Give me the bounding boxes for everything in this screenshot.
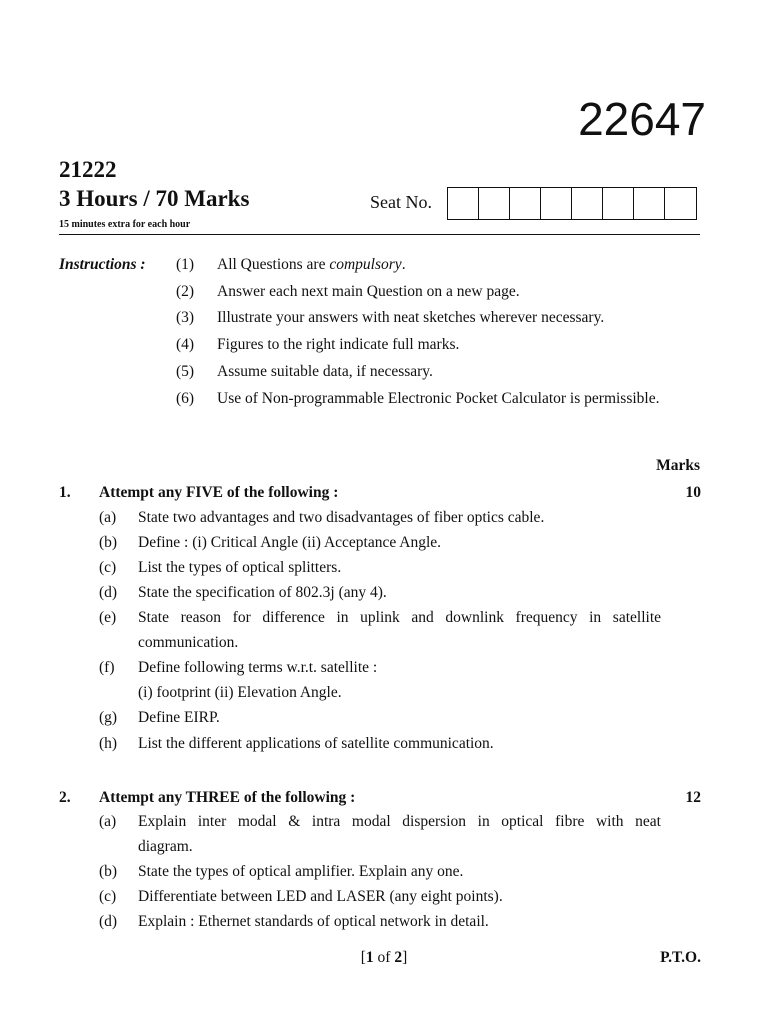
instruction-number: (3) (176, 309, 195, 326)
question-number: 2. (59, 789, 71, 806)
seat-number-digit-box[interactable] (479, 188, 510, 219)
instruction-number: (5) (176, 363, 195, 380)
header-divider (59, 234, 700, 235)
sub-question-text: Define : (i) Critical Angle (ii) Acceptance Angle. (138, 534, 441, 551)
sub-question-label: (g) (99, 709, 118, 726)
sub-question-label: (h) (99, 735, 118, 752)
sub-question-text: Explain : Ethernet standards of optical network in detail. (138, 913, 489, 930)
sub-question-label: (d) (99, 913, 118, 930)
instruction-text: All Questions are compulsory. (217, 256, 406, 273)
sub-question-text: Define following terms w.r.t. satellite : (138, 659, 378, 676)
sub-question-text-continued: diagram. (138, 838, 193, 855)
sub-question-label: (c) (99, 888, 117, 905)
seat-number-digit-box[interactable] (634, 188, 665, 219)
instructions-label: Instructions : (59, 256, 146, 273)
sub-question-label: (a) (99, 813, 117, 830)
seat-number-digit-box[interactable] (603, 188, 634, 219)
sub-question-text: Explain inter modal & intra modal dispersion in optical fibre with neat (138, 813, 661, 830)
instruction-number: (6) (176, 390, 195, 407)
seat-number-label: Seat No. (370, 192, 432, 212)
seat-number-digit-box[interactable] (510, 188, 541, 219)
sub-question-label: (f) (99, 659, 115, 676)
paper-code: 21222 (59, 157, 117, 182)
question-paper-code: 22647 (578, 93, 706, 145)
question-title: Attempt any THREE of the following : (99, 789, 356, 806)
sub-question-text: Differentiate between LED and LASER (any eight points). (138, 888, 503, 905)
instruction-text: Answer each next main Question on a new page. (217, 283, 520, 300)
sub-question-text: Define EIRP. (138, 709, 220, 726)
seat-number-digit-box[interactable] (665, 188, 696, 219)
extra-time-note: 15 minutes extra for each hour (59, 219, 191, 230)
seat-number-digit-box[interactable] (572, 188, 603, 219)
sub-question-text: List the types of optical splitters. (138, 559, 342, 576)
sub-question-label: (e) (99, 609, 117, 626)
sub-question-label: (b) (99, 863, 118, 880)
instruction-number: (2) (176, 283, 195, 300)
seat-number-digit-box[interactable] (448, 188, 479, 219)
duration-marks: 3 Hours / 70 Marks (59, 186, 250, 211)
sub-question-label: (b) (99, 534, 118, 551)
page-indicator: [1 of 2] (360, 949, 408, 966)
question-marks: 12 (685, 789, 701, 806)
sub-question-text: State two advantages and two disadvantages of fiber optics cable. (138, 509, 545, 526)
sub-question-text: List the different applications of satellite communication. (138, 735, 494, 752)
marks-column-heading: Marks (656, 457, 700, 474)
sub-question-label: (a) (99, 509, 117, 526)
instruction-text: Figures to the right indicate full marks. (217, 336, 460, 353)
instruction-text: Assume suitable data, if necessary. (217, 363, 433, 380)
seat-number-boxes[interactable] (447, 187, 697, 220)
sub-question-text: State the types of optical amplifier. Explain any one. (138, 863, 464, 880)
instruction-number: (1) (176, 256, 195, 273)
sub-question-text-continued: communication. (138, 634, 239, 651)
please-turn-over: P.T.O. (660, 949, 701, 966)
seat-number-digit-box[interactable] (541, 188, 572, 219)
sub-question-text-continued: (i) footprint (ii) Elevation Angle. (138, 684, 342, 701)
instruction-text: Use of Non-programmable Electronic Pocket Calculator is permissible. (217, 390, 660, 407)
question-number: 1. (59, 484, 71, 501)
question-marks: 10 (685, 484, 701, 501)
question-title: Attempt any FIVE of the following : (99, 484, 339, 501)
instruction-number: (4) (176, 336, 195, 353)
sub-question-text: State reason for difference in uplink and downlink frequency in satellite (138, 609, 661, 626)
sub-question-label: (d) (99, 584, 118, 601)
sub-question-text: State the specification of 802.3j (any 4). (138, 584, 387, 601)
instruction-text: Illustrate your answers with neat sketches wherever necessary. (217, 309, 605, 326)
sub-question-label: (c) (99, 559, 117, 576)
